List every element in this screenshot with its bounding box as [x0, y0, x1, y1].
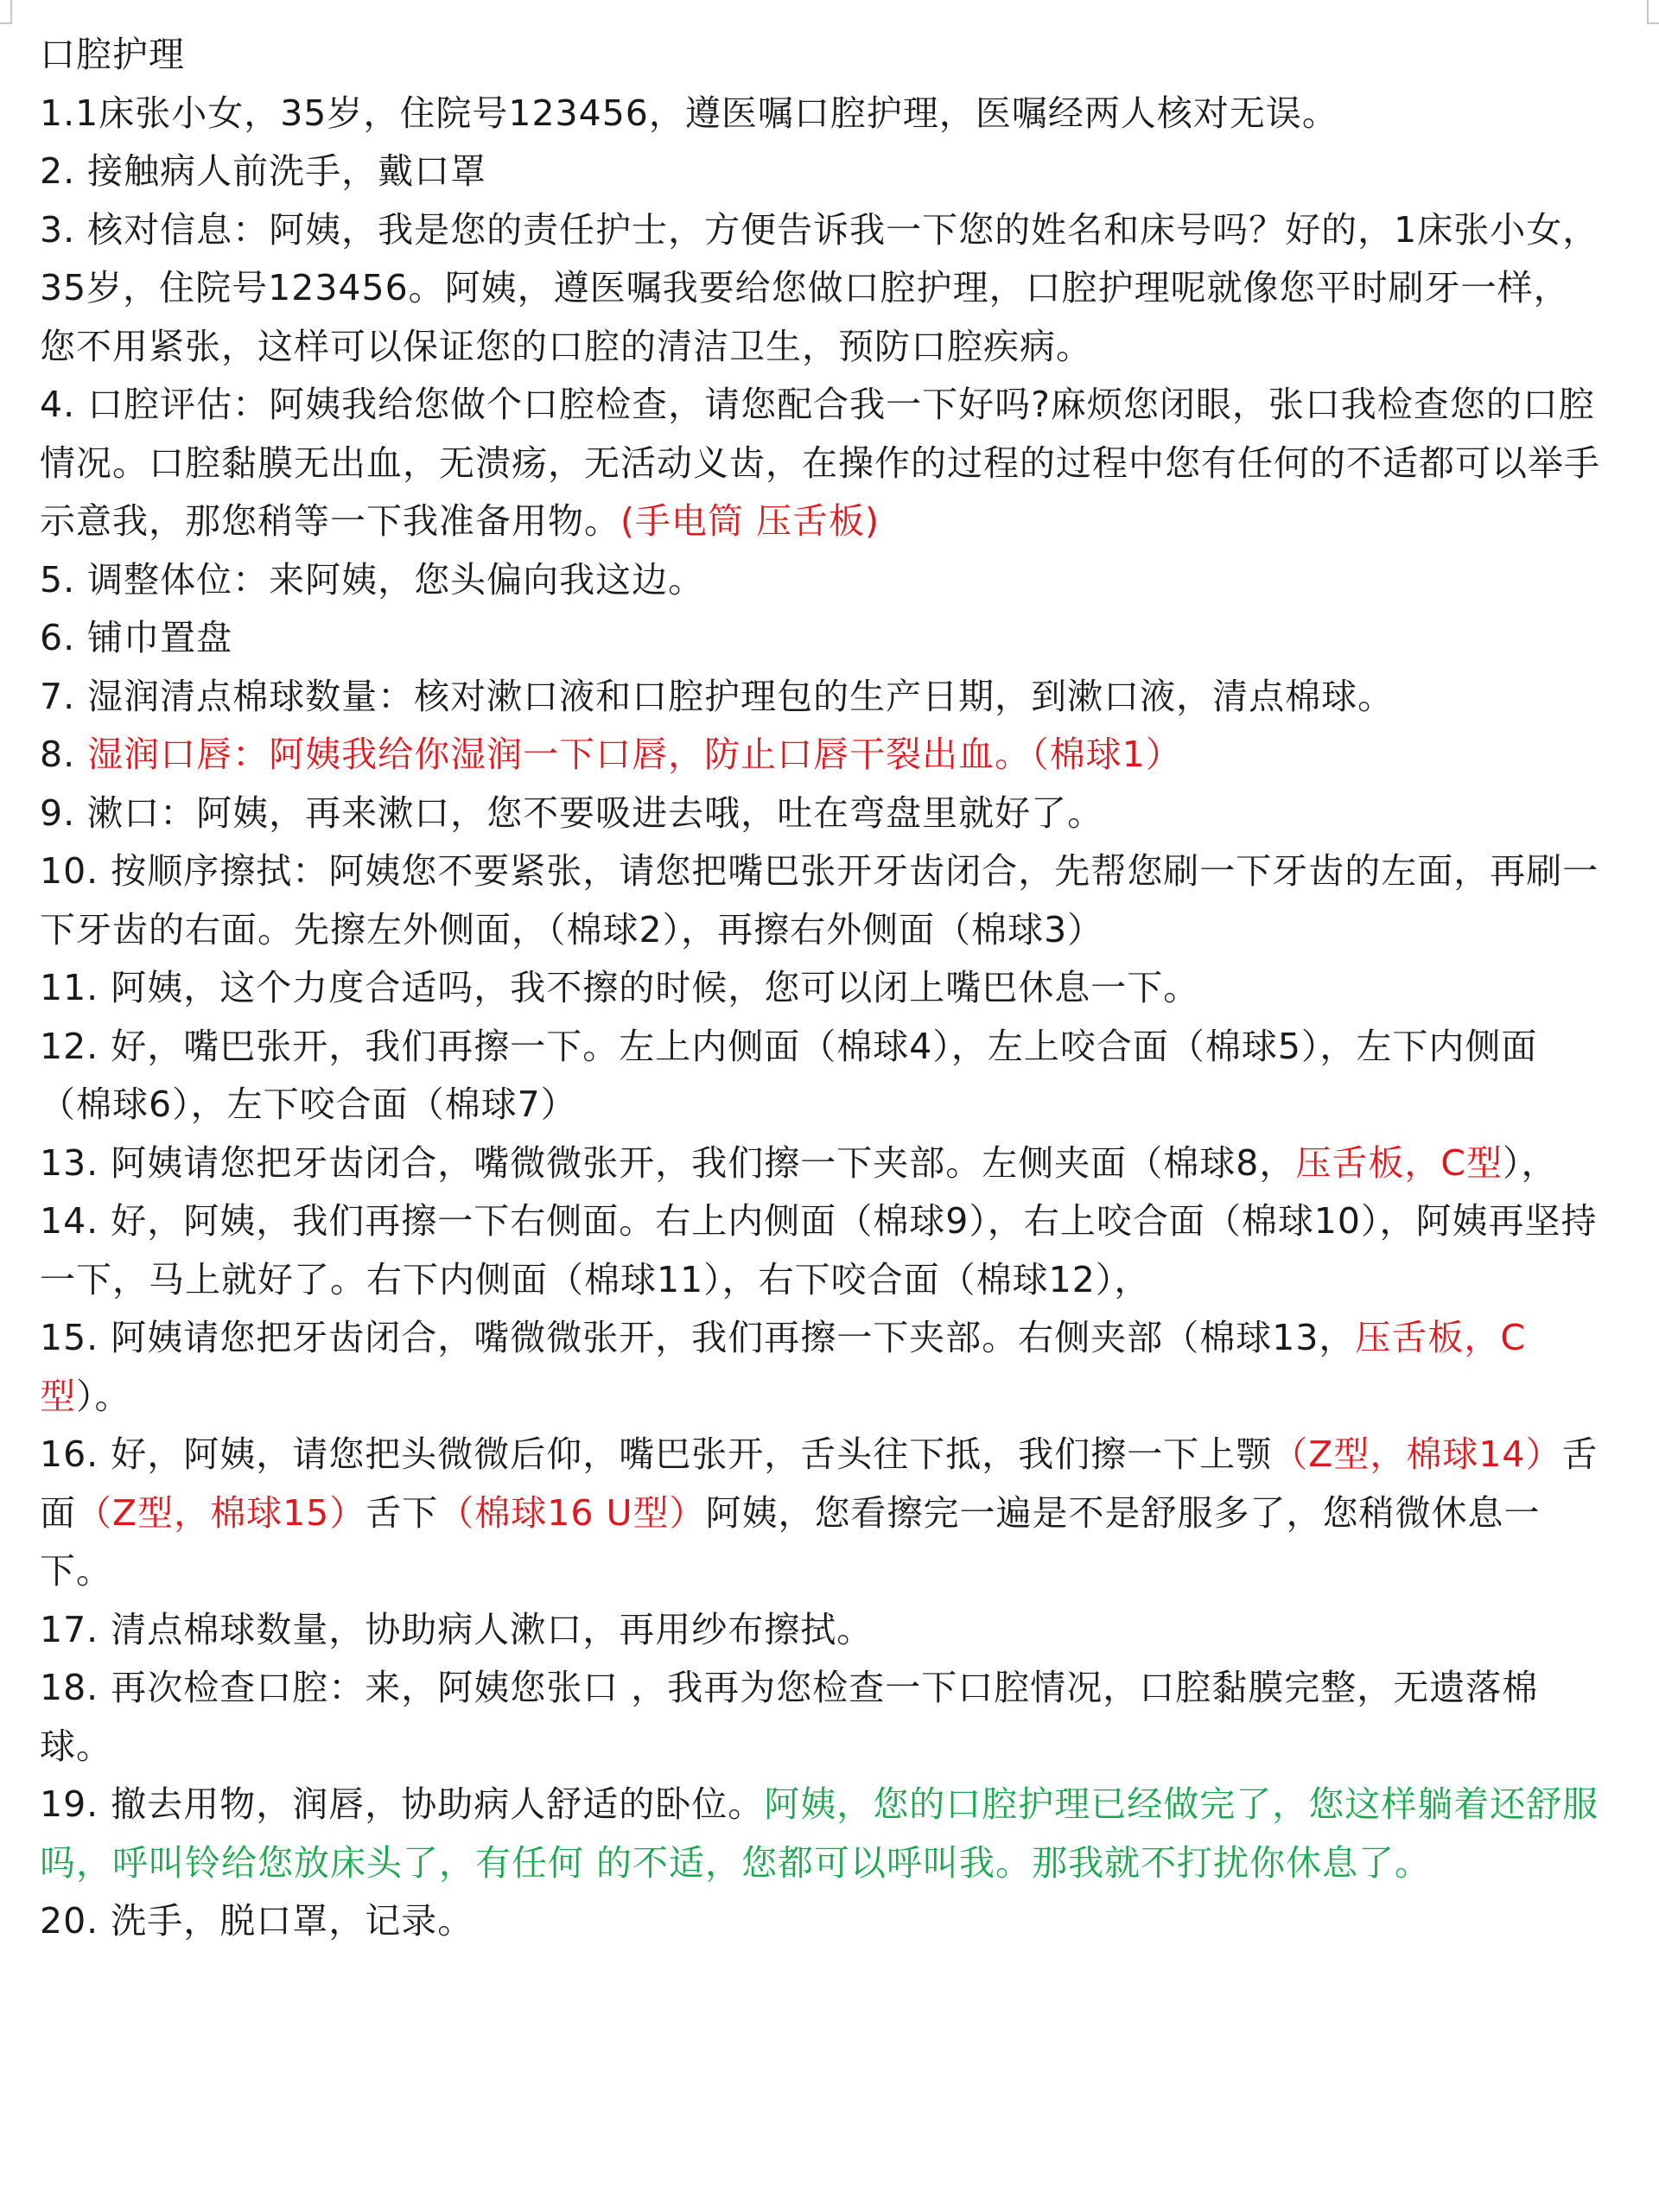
highlighted-text: 阿姨，您的口腔护理已经做完了，您这样躺着还舒服吗，呼叫铃给您放床头了，有任何 的不适，您都可以呼叫我。那我就不打扰你休息了。 — [40, 1783, 1599, 1884]
page-corner-mark-left — [0, 0, 12, 24]
step-text: 2. 接触病人前洗手，戴口罩 — [40, 150, 487, 192]
step-text: 舌面 — [40, 1433, 1599, 1534]
highlighted-text: 湿润口唇：阿姨我给你湿润一下口唇，防止口唇干裂出血。（棉球1） — [87, 734, 1182, 775]
highlighted-text: 压舌板，C型 — [1295, 1141, 1503, 1184]
step-text: 20. 洗手，脱口罩，记录。 — [40, 1900, 474, 1942]
highlighted-text: 压舌板，C型 — [40, 1317, 1527, 1417]
step-item — [40, 1018, 1604, 1135]
page-corner-mark-right — [1647, 0, 1659, 24]
step-item — [40, 1426, 1604, 1601]
step-item — [40, 1659, 1604, 1776]
step-text: 15. 阿姨请您把牙齿闭合，嘴微微张开，我们再擦一下夹部。右侧夹部（棉球13， — [40, 1317, 1356, 1358]
step-item — [40, 1135, 1604, 1193]
step-item — [40, 842, 1604, 959]
step-text: 12. 好，嘴巴张开，我们再擦一下。左上内侧面（棉球4），左上咬合面（棉球5），左下内侧面（棉球6），左下咬合面（棉球7） — [40, 1025, 1538, 1125]
step-text: 阿姨，您看擦完一遍是不是舒服多了，您稍微休息一下。 — [40, 1491, 1541, 1592]
step-text: 10. 按顺序擦拭：阿姨您不要紧张，请您把嘴巴张开牙齿闭合，先帮您刷一下牙齿的左面，再刷一下牙齿的右面。先擦左外侧面，（棉球2），再擦右外侧面（棉球3） — [40, 850, 1599, 950]
step-item — [40, 85, 1604, 143]
step-text: 17. 清点棉球数量，协助病人漱口，再用纱布擦拭。 — [40, 1608, 874, 1650]
step-item — [40, 1192, 1604, 1309]
step-item — [40, 1309, 1604, 1426]
step-text: 8. — [40, 734, 88, 775]
step-text: 14. 好，阿姨，我们再擦一下右侧面。右上内侧面（棉球9），右上咬合面（棉球10），阿姨再坚持一下，马上就好了。右下内侧面（棉球11），右下咬合面（棉球12）， — [40, 1200, 1598, 1300]
highlighted-text: （Z型，棉球15） — [76, 1491, 366, 1534]
step-item — [40, 668, 1604, 727]
step-item — [40, 726, 1604, 785]
step-text: 5. 调整体位：来阿姨，您头偏向我这边。 — [40, 558, 705, 601]
step-item — [40, 1601, 1604, 1660]
step-list — [40, 85, 1604, 1951]
step-item — [40, 143, 1604, 201]
highlighted-text: （Z型，棉球14） — [1272, 1433, 1562, 1475]
step-text: 18. 再次检查口腔：来，阿姨您张口 ，我再为您检查一下口腔情况，口腔黏膜完整，无遗落棉球。 — [40, 1667, 1539, 1767]
step-item — [40, 785, 1604, 843]
step-text: 19. 撤去用物，润唇，协助病人舒适的卧位。 — [40, 1783, 765, 1825]
step-item — [40, 376, 1604, 551]
step-item — [40, 551, 1604, 610]
step-text: 1.1床张小女，35岁，住院号123456，遵医嘱口腔护理，医嘱经两人核对无误。 — [40, 92, 1338, 134]
step-item — [40, 201, 1604, 377]
step-item — [40, 1776, 1604, 1892]
document-title: 口腔护理 — [40, 34, 185, 75]
step-item — [40, 959, 1604, 1018]
step-text: 7. 湿润清点棉球数量：核对漱口液和口腔护理包的生产日期，到漱口液，清点棉球。 — [40, 675, 1395, 717]
step-text: 舌下 — [365, 1491, 439, 1534]
step-text: 3. 核对信息：阿姨，我是您的责任护士，方便告诉我一下您的姓名和床号吗？好的，1床张小女，35岁，住院号123456。阿姨，遵医嘱我要给您做口腔护理，口腔护理呢就像您平时刷牙一样，您不用紧张，这样可以保证您的口腔的清洁卫生，预防口腔疾病。 — [40, 208, 1599, 367]
step-item — [40, 1892, 1604, 1951]
step-text: 16. 好，阿姨，请您把头微微后仰，嘴巴张开，舌头往下抵，我们擦一下上颚 — [40, 1433, 1273, 1475]
step-text: ）。 — [76, 1375, 131, 1417]
highlighted-text: (手电筒 压舌板) — [620, 500, 880, 542]
step-text: 11. 阿姨，这个力度合适吗，我不擦的时候，您可以闭上嘴巴休息一下。 — [40, 967, 1200, 1008]
step-text: 4. 口腔评估：阿姨我给您做个口腔检查，请您配合我一下好吗?麻烦您闭眼，张口我检查您的口腔情况。口腔黏膜无出血，无溃疡，无活动义齿，在操作的过程的过程中您有任何的不适都可以举手示意我，那您稍等一下我准备用物。 — [40, 384, 1600, 542]
step-item — [40, 609, 1604, 668]
step-text: ）， — [1502, 1141, 1558, 1184]
highlighted-text: （棉球16 U型） — [438, 1491, 706, 1534]
step-text: 13. 阿姨请您把牙齿闭合，嘴微微张开，我们擦一下夹部。左侧夹面（棉球8， — [40, 1141, 1296, 1184]
step-text: 9. 漱口：阿姨，再来漱口，您不要吸进去哦，吐在弯盘里就好了。 — [40, 791, 1104, 834]
step-text: 6. 铺巾置盘 — [40, 617, 233, 658]
document-body — [40, 26, 1604, 1951]
